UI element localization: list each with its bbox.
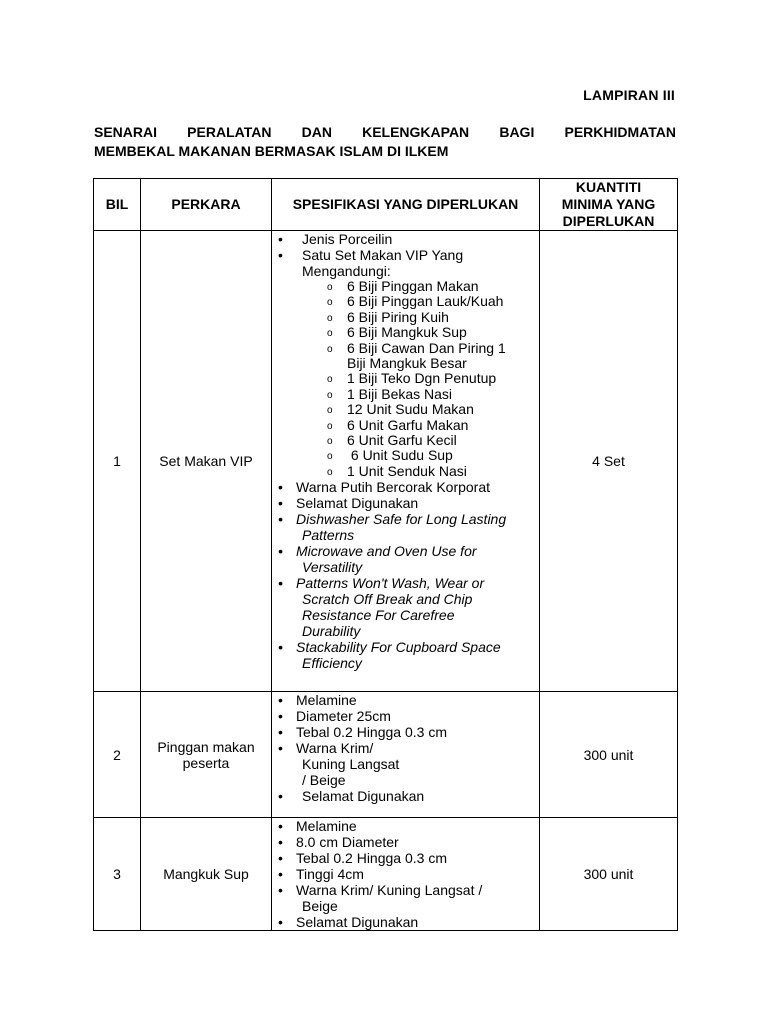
- spec-list: [272, 692, 539, 804]
- spec-item: • Diameter 25cm: [272, 708, 539, 724]
- spec-subitem: o 1 Biji Teko Dgn Penutup: [272, 371, 539, 386]
- header-perkara: PERKARA: [141, 179, 272, 231]
- spec-item: [272, 511, 539, 543]
- table-row: [94, 692, 678, 818]
- spec-subitem: o 6 Unit Garfu Kecil: [272, 433, 539, 448]
- spec-list: [272, 231, 539, 671]
- spec-text: Warna Krim/: [296, 740, 374, 756]
- spec-item: [272, 740, 539, 788]
- equipment-table: [93, 178, 678, 931]
- spec-text: Resistance For Carefree: [302, 607, 455, 624]
- spec-item: • Tinggi 4cm: [272, 866, 539, 882]
- title-word: PERALATAN: [187, 124, 272, 140]
- table-row: [94, 231, 678, 692]
- row-kuantiti: 300 unit: [540, 692, 678, 818]
- row-kuantiti: 300 unit: [540, 818, 678, 931]
- spec-subitem: o 6 Biji Mangkuk Sup: [272, 325, 539, 340]
- perkara-line: Pinggan makan: [157, 738, 255, 755]
- spec-item: • Selamat Digunakan: [272, 788, 539, 804]
- spec-item: • Melamine: [272, 818, 539, 834]
- header-kuantiti-line: DIPERLUKAN: [562, 213, 655, 229]
- spec-item: • Warna Putih Bercorak Korporat: [272, 479, 539, 495]
- spec-subitem: [272, 341, 539, 372]
- row-bil: 1: [94, 231, 141, 692]
- row-perkara: Set Makan VIP: [141, 231, 272, 692]
- spec-item: [272, 575, 539, 639]
- header-kuantiti-line: MINIMA YANG: [561, 196, 656, 212]
- spec-subitem: o 6 Unit Garfu Makan: [272, 418, 539, 433]
- table-row: [94, 818, 678, 931]
- spec-list: [272, 818, 539, 930]
- spec-item: • Jenis Porceilin: [272, 231, 539, 247]
- row-perkara: Mangkuk Sup: [141, 818, 272, 931]
- spec-text: Versatility: [302, 559, 363, 576]
- row-bil: 2: [94, 692, 141, 818]
- spec-item: • Selamat Digunakan: [272, 914, 539, 930]
- perkara-line: peserta: [182, 754, 230, 771]
- spec-text: / Beige: [302, 772, 346, 788]
- spec-item: • Melamine: [272, 692, 539, 708]
- appendix-label: LAMPIRAN III: [583, 87, 675, 103]
- spec-item: • Tebal 0.2 Hingga 0.3 cm: [272, 724, 539, 740]
- title-word: DAN: [301, 124, 332, 140]
- spec-text: Kuning Langsat: [302, 756, 400, 772]
- spec-subitem: o 6 Biji Pinggan Makan: [272, 279, 539, 294]
- spec-text: Durability: [302, 623, 361, 640]
- row-spesifikasi: [272, 818, 540, 931]
- title-word: SENARAI: [94, 124, 158, 140]
- row-perkara: [141, 692, 272, 818]
- row-kuantiti: 4 Set: [540, 231, 678, 692]
- spec-text: Microwave and Oven Use for: [296, 543, 477, 560]
- spec-subitem: o 1 Biji Bekas Nasi: [272, 387, 539, 402]
- spec-text: Dishwasher Safe for Long Lasting: [296, 511, 507, 528]
- header-bil: BIL: [94, 179, 141, 231]
- title-word: KELENGKAPAN: [362, 124, 470, 140]
- header-spesifikasi: SPESIFIKASI YANG DIPERLUKAN: [272, 179, 540, 231]
- spec-sublist: [272, 279, 539, 479]
- spec-item: • Selamat Digunakan: [272, 495, 539, 511]
- spec-item: • 8.0 cm Diameter: [272, 834, 539, 850]
- spec-subitem: o 6 Biji Piring Kuih: [272, 310, 539, 325]
- spec-text: Efficiency: [302, 655, 362, 672]
- spec-subitem: o 6 Biji Pinggan Lauk/Kuah: [272, 294, 539, 309]
- spec-item: [272, 247, 539, 479]
- spec-item: [272, 543, 539, 575]
- spec-text: Scratch Off Break and Chip: [302, 591, 473, 608]
- spec-subitem: o 12 Unit Sudu Makan: [272, 402, 539, 417]
- header-kuantiti-line: KUANTITI: [575, 179, 642, 195]
- table-header-row: [94, 179, 678, 231]
- spec-text: Stackability For Cupboard Space: [296, 639, 501, 656]
- spec-text: Patterns Won't Wash, Wear or: [296, 575, 485, 592]
- row-spesifikasi: [272, 231, 540, 692]
- spec-text: Beige: [302, 898, 338, 914]
- spec-subitem: o 6 Unit Sudu Sup: [272, 448, 539, 463]
- spec-item: • Tebal 0.2 Hingga 0.3 cm: [272, 850, 539, 866]
- spec-subitem: o 1 Unit Senduk Nasi: [272, 464, 539, 479]
- document-title: [94, 123, 676, 161]
- row-spesifikasi: [272, 692, 540, 818]
- spec-text: Patterns: [302, 527, 355, 544]
- row-bil: 3: [94, 818, 141, 931]
- spec-text: Biji Mangkuk Besar: [347, 355, 467, 372]
- title-line-2: MEMBEKAL MAKANAN BERMASAK ISLAM DI ILKEM: [94, 143, 449, 159]
- title-word: BAGI: [499, 124, 535, 140]
- spec-item: [272, 882, 539, 914]
- title-line-1: [94, 123, 676, 142]
- header-kuantiti: [540, 179, 678, 231]
- spec-text: 6 Biji Cawan Dan Piring 1: [347, 339, 506, 356]
- spec-text: Satu Set Makan VIP Yang: [302, 247, 464, 263]
- spec-item: [272, 639, 539, 671]
- spec-text: Mengandungi:: [302, 263, 391, 279]
- spec-text: Warna Krim/ Kuning Langsat /: [296, 882, 483, 898]
- title-word: PERKHIDMATAN: [564, 124, 676, 140]
